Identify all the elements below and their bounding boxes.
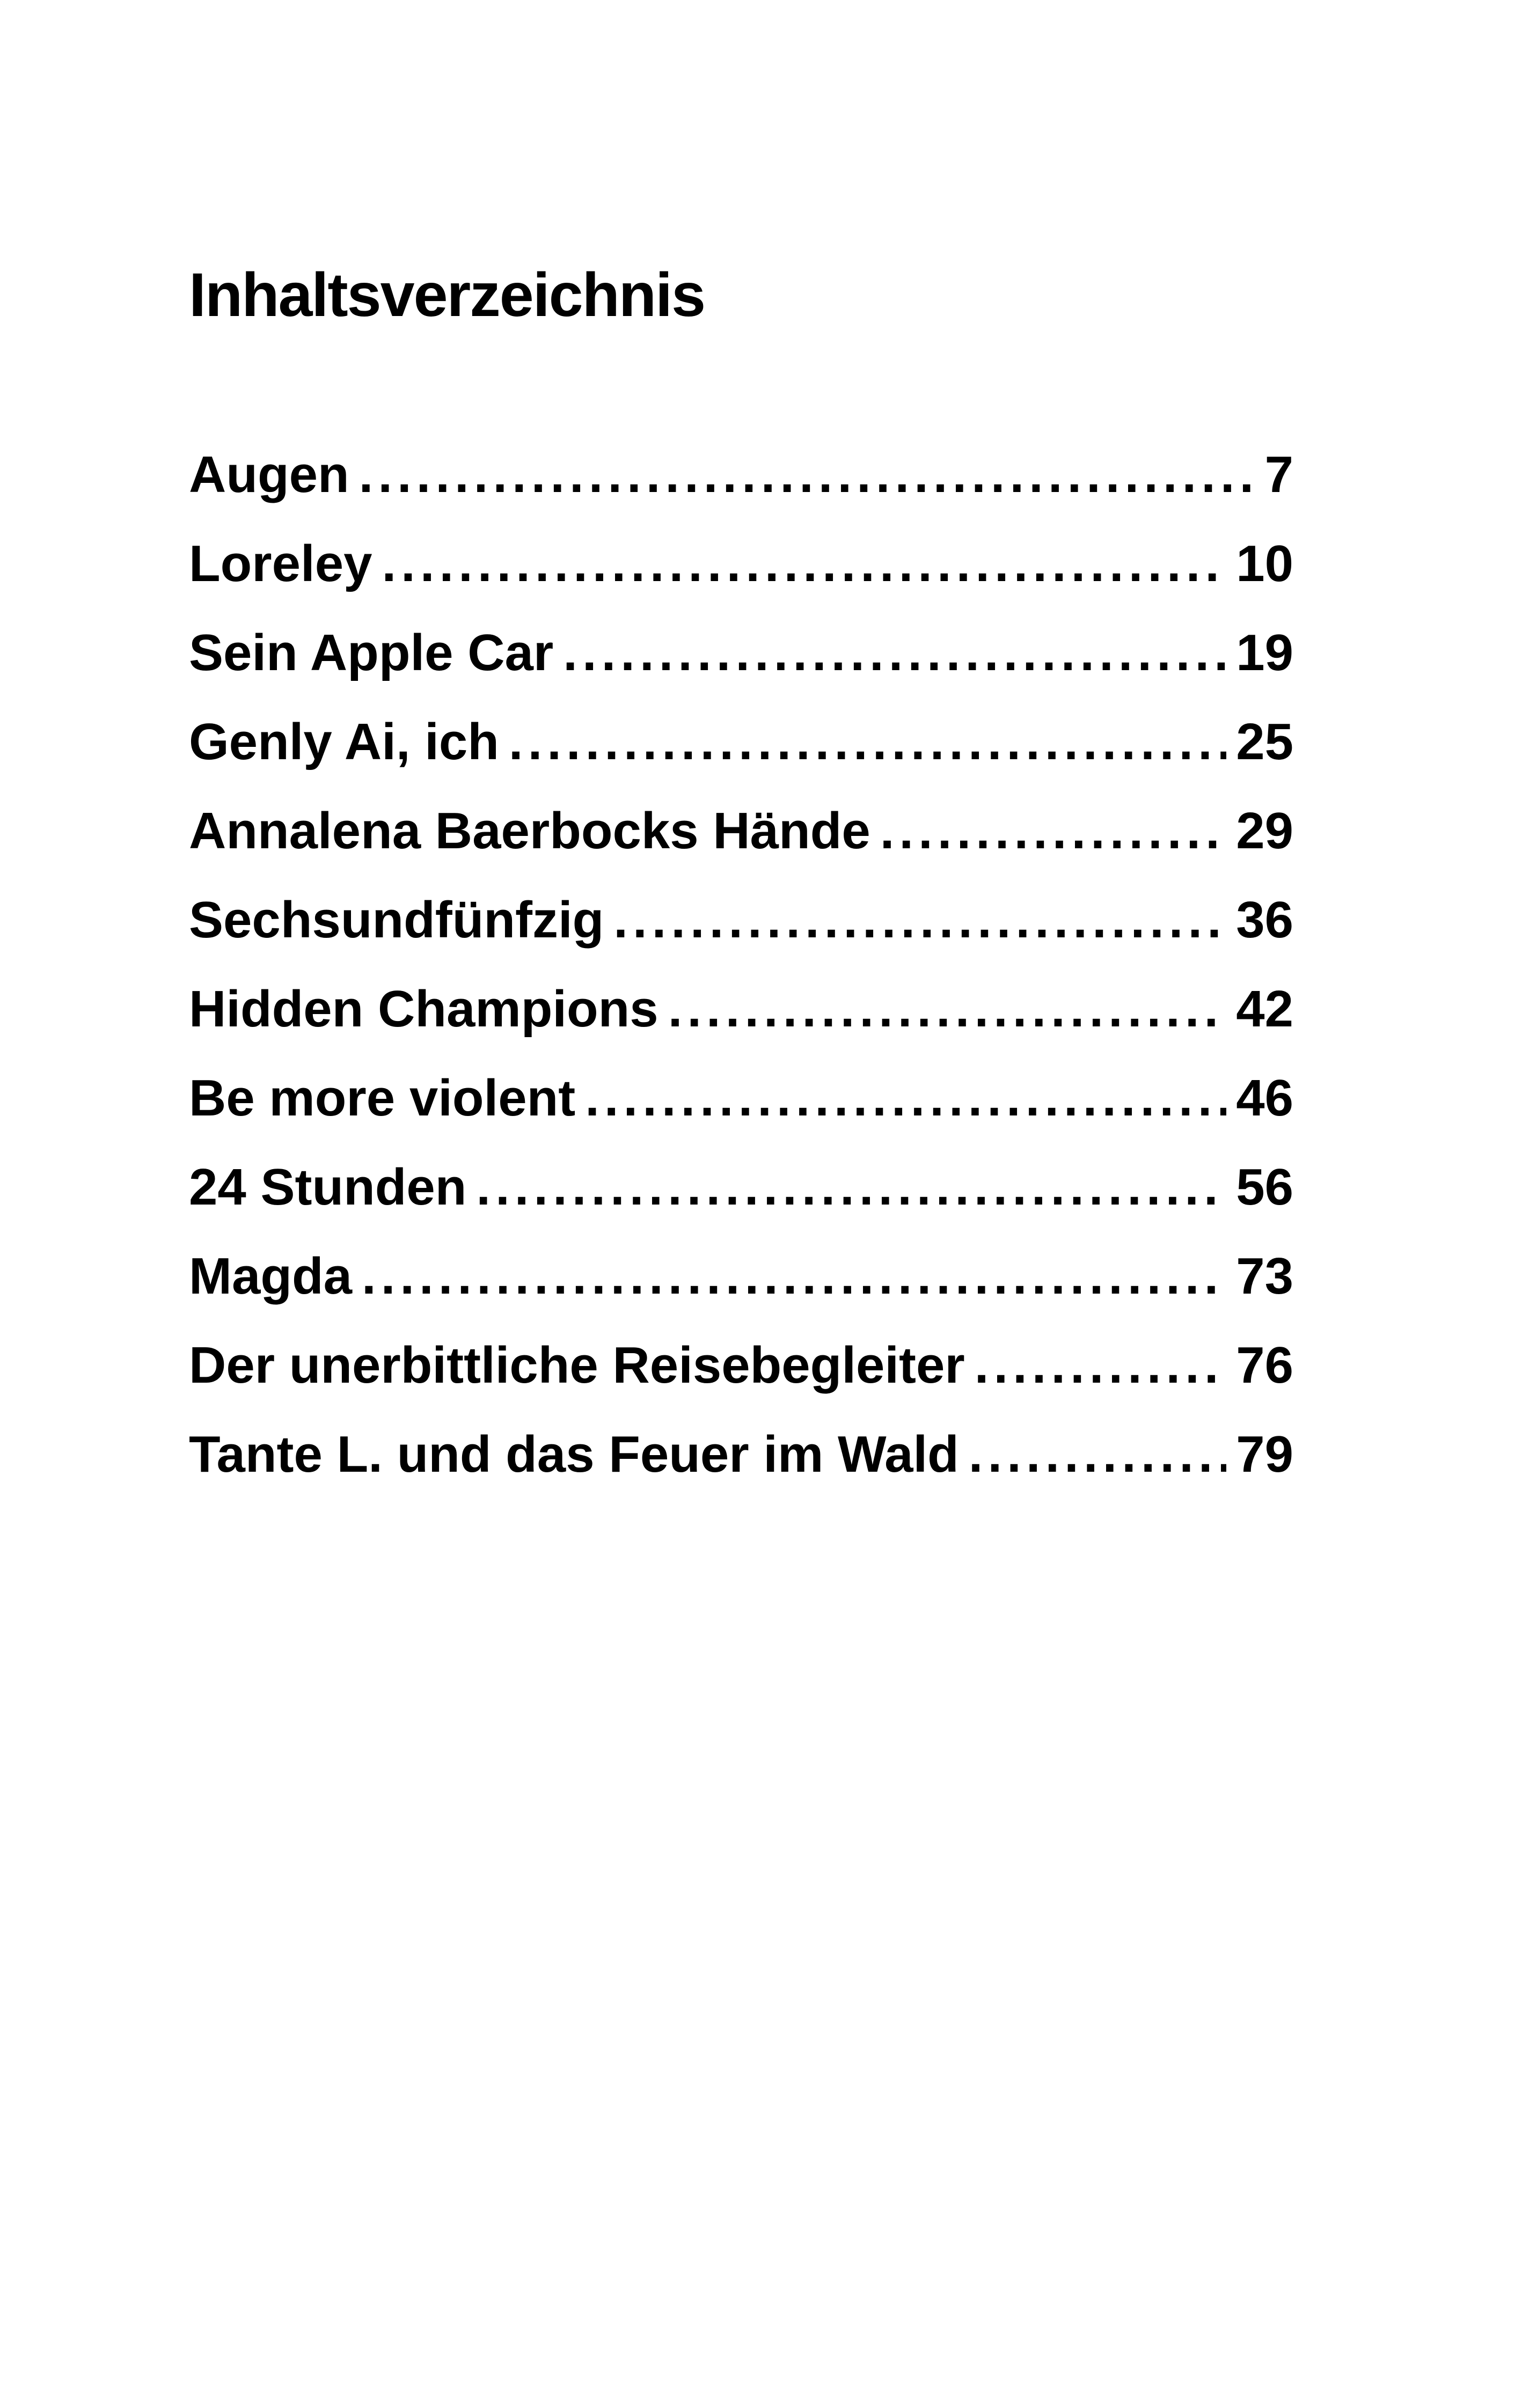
toc-entry-page-number: 79 bbox=[1236, 1426, 1293, 1483]
toc-entry-page-number: 76 bbox=[1236, 1337, 1293, 1394]
toc-entry bbox=[189, 440, 1293, 529]
toc-entry-page-number: 29 bbox=[1236, 802, 1293, 860]
toc-entry bbox=[189, 1063, 1293, 1152]
toc-entry-title: Sein Apple Car bbox=[189, 624, 554, 681]
toc-entry bbox=[189, 796, 1293, 885]
toc-entry bbox=[189, 1420, 1293, 1509]
toc-entry-page-number: 73 bbox=[1236, 1247, 1293, 1305]
toc-entry-page-number: 46 bbox=[1236, 1069, 1293, 1127]
toc-entry-page-number: 56 bbox=[1236, 1158, 1293, 1216]
toc-dot-leader bbox=[975, 1331, 1226, 1400]
toc-entry bbox=[189, 529, 1293, 618]
toc-entry-title: Sechsundfünfzig bbox=[189, 891, 604, 949]
toc-entry-page-number: 10 bbox=[1236, 535, 1293, 592]
toc-entry-title: 24 Stunden bbox=[189, 1158, 467, 1216]
toc-entry bbox=[189, 1152, 1293, 1242]
toc-dot-leader bbox=[880, 796, 1226, 866]
toc-entry-title: Tante L. und das Feuer im Wald bbox=[189, 1426, 959, 1483]
toc-entry-title: Loreley bbox=[189, 535, 372, 592]
toc-dot-leader bbox=[613, 885, 1226, 955]
toc-dot-leader bbox=[362, 1242, 1226, 1311]
toc-dot-leader bbox=[382, 529, 1226, 599]
toc-entry bbox=[189, 1331, 1293, 1420]
toc-entry-title: Hidden Champions bbox=[189, 980, 658, 1038]
toc-heading: Inhaltsverzeichnis bbox=[189, 261, 705, 329]
toc-dot-leader bbox=[668, 974, 1227, 1044]
toc-entry-title: Annalena Baerbocks Hände bbox=[189, 802, 870, 860]
toc-dot-leader bbox=[359, 440, 1255, 510]
toc-dot-leader bbox=[585, 1063, 1226, 1133]
toc-entry-page-number: 25 bbox=[1236, 713, 1293, 770]
toc-entry-page-number: 36 bbox=[1236, 891, 1293, 949]
toc-entry bbox=[189, 885, 1293, 974]
toc-list bbox=[189, 440, 1293, 1509]
toc-entry-title: Augen bbox=[189, 446, 349, 503]
toc-dot-leader bbox=[563, 618, 1226, 688]
toc-dot-leader bbox=[969, 1420, 1226, 1489]
toc-entry-title: Genly Ai, ich bbox=[189, 713, 499, 770]
toc-entry-page-number: 42 bbox=[1236, 980, 1293, 1038]
toc-dot-leader bbox=[509, 707, 1226, 777]
toc-entry-title: Magda bbox=[189, 1247, 353, 1305]
toc-entry bbox=[189, 974, 1293, 1063]
toc-entry-title: Der unerbittliche Reisebegleiter bbox=[189, 1337, 965, 1394]
toc-entry-page-number: 7 bbox=[1264, 446, 1293, 503]
toc-dot-leader bbox=[476, 1152, 1226, 1222]
toc-entry bbox=[189, 618, 1293, 707]
toc-entry-page-number: 19 bbox=[1236, 624, 1293, 681]
toc-entry bbox=[189, 707, 1293, 796]
toc-entry bbox=[189, 1242, 1293, 1331]
toc-entry-title: Be more violent bbox=[189, 1069, 576, 1127]
